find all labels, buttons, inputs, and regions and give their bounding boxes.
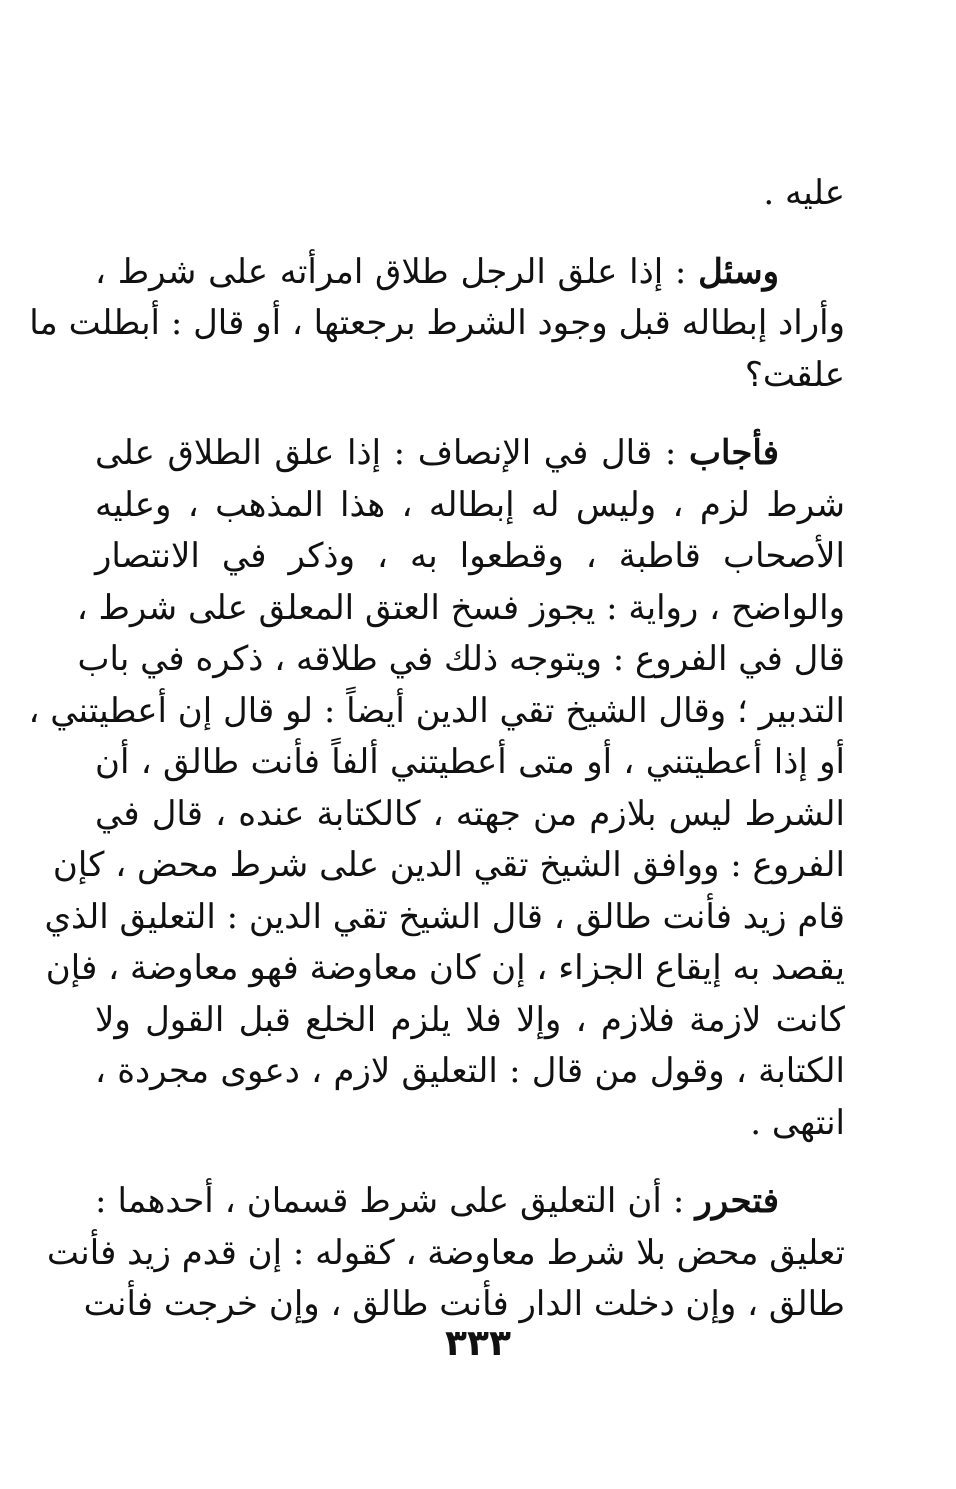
text-line [44,892,845,944]
text-line [45,943,845,995]
line-text: قال في الفروع : ويتوجه ذلك في طلاقه ، ذكره في باب [77,639,845,679]
paragraph-lead-word: وسئل [698,251,779,292]
page-body [28,168,846,1331]
line-text: : أن التعليق على شرط قسمان ، أحدهما : [95,1181,696,1221]
paragraph-lead-word: فتحرر [695,1181,779,1221]
paragraph-gap [95,220,845,247]
line-text: الشرط ليس بلازم من جهته ، كالكتابة عنده ، قال في [95,793,845,834]
text-line [95,480,845,532]
text-line [95,789,845,841]
text-line [95,168,845,220]
text-line [95,531,845,583]
line-text: : إذا علق الرجل طلاق امرأته على شرط ، [95,251,699,292]
text-line [95,247,845,299]
line-text: والواضح ، رواية : يجوز فسخ العتق المعلق على شرط ، [76,587,845,628]
text-line [95,1098,845,1150]
line-text: عليه . [763,173,845,213]
text-line [95,350,845,402]
line-text: شرط لزم ، وليس له إبطاله ، هذا المذهب ، وعليه [95,484,846,525]
text-line [77,634,845,686]
line-text: الفروع : ووافق الشيخ تقي الدين على شرط محض ، كإن [52,845,845,885]
line-text: علقت؟ [744,354,845,395]
line-text: الكتابة ، وقول من قال : التعليق لازم ، دعوى مجردة ، [95,1051,845,1091]
line-text: أو إذا أعطيتني ، أو متى أعطيتني ألفاً فأنت طالق ، أن [95,742,845,782]
paragraph-lead-word: فأجاب [689,433,779,473]
line-text: التدبير ؛ وقال الشيخ تقي الدين أيضاً : لو قال إن أعطيتني ، [28,690,845,731]
paragraph-gap [95,401,845,428]
text-line [28,686,845,738]
text-line [95,428,845,480]
line-text: تعليق محض بلا شرط معاوضة ، كقوله : إن قدم زيد فأنت [46,1232,845,1273]
paragraph-gap [95,1149,845,1176]
line-text: : قال في الإنصاف : إذا علق الطلاق على [95,433,689,473]
text-line [76,583,845,635]
line-text: كانت لازمة فلازم ، وإلا فلا يلزم الخلع قبل القول ولا [95,999,845,1040]
text-line [52,840,845,892]
line-text: طالق ، وإن دخلت الدار فأنت طالق ، وإن خرجت فأنت [83,1284,845,1324]
line-text: الأصحاب قاطبة ، وقطعوا به ، وذكر في الانتصار [95,536,845,576]
line-text: انتهى . [750,1102,845,1143]
text-line [95,1046,845,1098]
page-number: ٣٣٣ [445,1323,511,1364]
text-line [95,737,845,789]
line-text: قام زيد فأنت طالق ، قال الشيخ تقي الدين : التعليق الذي [44,896,845,937]
line-text: وأراد إبطاله قبل وجود الشرط برجعتها ، أو قال : أبطلت ما [29,303,845,343]
text-line [95,995,845,1047]
line-text: يقصد به إيقاع الجزاء ، إن كان معاوضة فهو معاوضة ، فإن [45,948,845,988]
text-line [29,298,845,350]
text-line [95,1176,845,1228]
text-line [46,1228,845,1280]
